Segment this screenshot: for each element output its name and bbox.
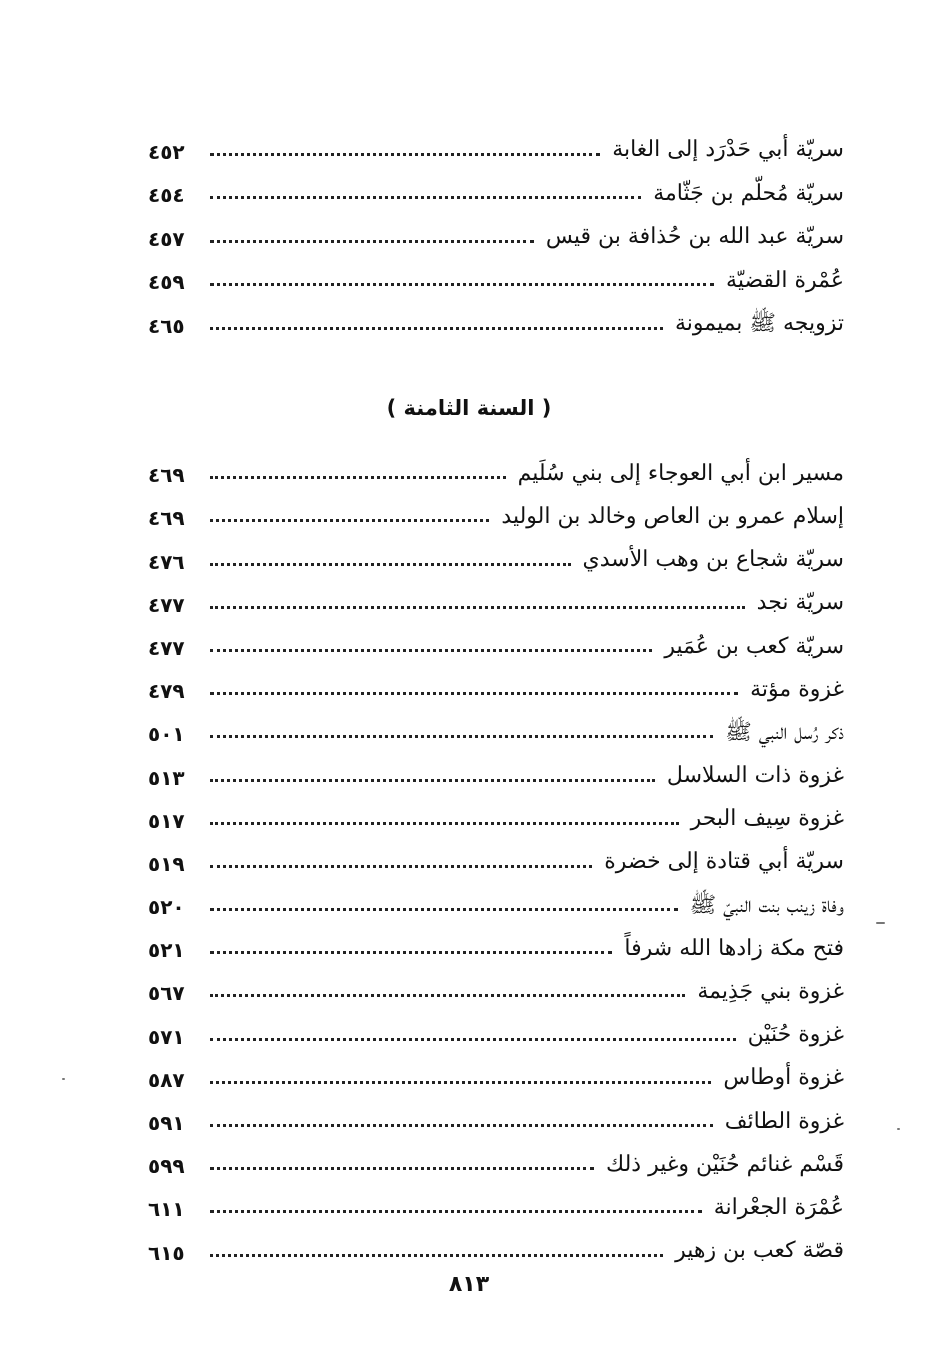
toc-entry-page: ٤٥٢ [148,139,185,164]
dot-leader [210,1254,663,1257]
toc-entry [148,833,844,876]
dot-leader [210,563,571,566]
toc-entry-title: سريّة أبي قتادة إلى خضرة [604,849,844,875]
toc-entry-page: ٥١٩ [148,851,185,876]
toc-entry-page: ٤٦٩ [148,463,185,488]
toc-entry-title: سريّة عبد الله بن حُذافة بن قيس [545,224,844,250]
toc-entry-page: ٥٧١ [148,1024,185,1049]
toc-entry-page: ٥٢١ [148,938,185,963]
toc-entry [148,1178,844,1221]
toc-entry-page: ٤٥٩ [148,270,185,294]
toc-entry-page: ٤٦٩ [148,506,185,531]
toc-entry [148,962,844,1005]
toc-entry-title: سريّة أبي حَدْرَد إلى الغابة [612,137,844,163]
toc-entry [148,1092,844,1135]
toc-list-top [148,120,844,338]
toc-entry-title: غزوة سِيف البحر [690,806,844,832]
dot-leader [210,1210,702,1213]
toc-entry [148,617,844,660]
toc-entry [148,1005,844,1048]
toc-entry-title: قَسْم غنائم حُنَيْن وغير ذلك [606,1151,844,1177]
toc-list-eighth-year [148,444,844,1265]
dot-leader [210,1124,713,1127]
toc-entry-page: ٥٩٩ [148,1154,185,1179]
toc-entry-title: عُمْرة القضيّة [726,267,844,293]
dot-leader [210,994,685,997]
toc-entry-page: ٥٨٧ [148,1067,185,1092]
toc-entry-page: ٤٥٧ [148,226,185,251]
toc-entry [148,1135,844,1178]
toc-entry-title: عُمْرَة الجعْرانة [713,1194,844,1220]
toc-entry [148,251,844,295]
toc-entry [148,574,844,617]
toc-entry [148,790,844,833]
toc-entry-title: غزوة أوطاس [723,1065,844,1091]
toc-entry [148,660,844,703]
dot-leader [210,196,641,199]
toc-entry-title: تزويجه ﷺ بميمونة [674,311,844,337]
toc-entry-title: مسير ابن أبي العوجاء إلى بني سُلَيم [517,460,844,486]
toc-entry-title: غزوة حُنَيْن [747,1022,844,1048]
toc-entry [148,746,844,789]
toc-entry-page: ٤٧٩ [148,679,185,704]
toc-entry-title: غزوة بني جَذِيمة [697,979,844,1005]
toc-entry [148,164,844,208]
toc-entry [148,703,844,746]
toc-entry-title: ذكر رُسل النبي ﷺ [725,719,844,745]
dot-leader [210,283,714,286]
toc-entry-page: ٤٧٦ [148,549,185,574]
toc-entry-page: ٥٠١ [148,722,185,747]
toc-entry-title: غزوة ذات السلاسل [666,763,844,789]
toc-entry [148,530,844,573]
dot-leader [210,1167,594,1170]
toc-entry-title: سريّة مُحلّم بن جَثّامة [653,180,844,206]
toc-entry-title: غزوة مؤتة [750,676,844,702]
toc-entry [148,876,844,919]
toc-entry-title: غزوة الطائف [724,1108,844,1134]
dot-leader [210,606,745,609]
toc-entry-page: ٥١٧ [148,808,185,833]
toc-entry-title: سريّة شجاع بن وهب الأسدي [582,547,844,573]
toc-entry [148,207,844,251]
toc-entry-title: سريّة نجد [756,590,844,616]
toc-entry [148,120,844,164]
toc-entry-title: قصّة كعب بن زهير [675,1238,844,1264]
scan-speck [876,922,885,924]
toc-entry-page: ٦١١ [148,1197,185,1222]
dot-leader [210,327,663,330]
toc-entry [148,1049,844,1092]
dot-leader [210,951,612,954]
dot-leader [210,822,679,825]
dot-leader [210,240,534,243]
dot-leader [210,1038,736,1041]
toc-entry [148,1221,844,1264]
dot-leader [210,908,678,911]
dot-leader [210,153,600,156]
dot-leader [210,865,592,868]
toc-entry-page: ٤٧٧ [148,635,185,660]
toc-entry-page: ٥١٣ [148,765,185,790]
toc-entry-title: سريّة كعب بن عُمَير [664,633,844,659]
page-number: ٨١٣ [448,1272,490,1297]
dot-leader [210,735,713,738]
dot-leader [210,1081,711,1084]
scan-speck [62,1078,65,1080]
scan-speck [897,1128,900,1130]
toc-entry-page: ٤٥٤ [148,183,185,207]
toc-entry [148,919,844,962]
dot-leader [210,519,489,522]
toc-entry-page: ٤٧٧ [148,592,185,617]
dot-leader [210,649,652,652]
toc-entry-page: ٤٦٥ [148,313,185,338]
section-heading: ( السنة الثامنة ) [386,396,552,420]
dot-leader [210,692,738,695]
dot-leader [210,779,655,782]
toc-entry-title: فتح مكة زادها الله شرفاً [624,935,844,961]
toc-entry-page: ٥٢٠ [148,895,185,920]
toc-entry-title: إسلام عمرو بن العاص وخالد بن الوليد [501,503,844,529]
toc-entry-page: ٦١٥ [148,1240,185,1265]
toc-entry-page: ٥٩١ [148,1111,185,1135]
toc-entry [148,444,844,487]
toc-entry [148,487,844,530]
toc-entry-title: وفاة زينب بنت النبيّ ﷺ [689,892,844,918]
toc-entry [148,294,844,338]
dot-leader [210,476,506,479]
toc-entry-page: ٥٦٧ [148,981,185,1006]
